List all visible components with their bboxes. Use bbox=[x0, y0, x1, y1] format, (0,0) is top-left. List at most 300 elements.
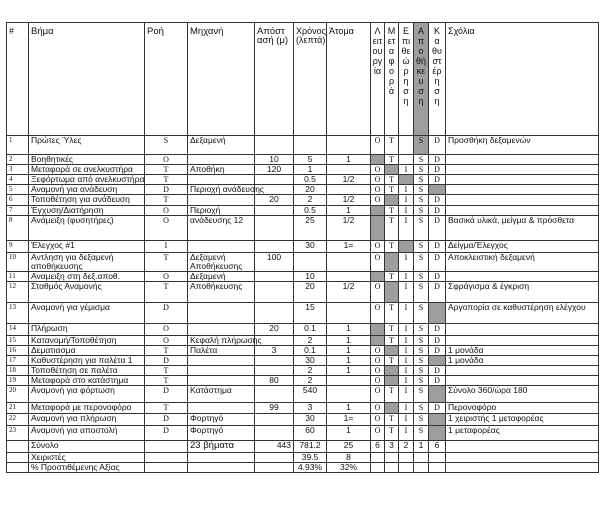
mark-inspection: I bbox=[399, 414, 414, 426]
step-machine bbox=[188, 403, 255, 414]
col-time: Χρόνος (λεπτά) bbox=[294, 23, 327, 136]
step-distance bbox=[255, 136, 294, 155]
step-machine bbox=[188, 356, 255, 366]
step-comment: 1 μεταφορέας bbox=[446, 426, 599, 441]
mark-inspection bbox=[399, 136, 414, 155]
mark-inspection bbox=[399, 155, 414, 165]
step-flow-symbol: D bbox=[145, 386, 188, 403]
operators-label: Χειριστές bbox=[29, 453, 145, 463]
step-machine: Φορτηγό bbox=[188, 426, 255, 441]
mark-delay: D bbox=[429, 136, 446, 155]
step-flow-symbol: T bbox=[145, 403, 188, 414]
step-distance: 10 bbox=[255, 155, 294, 165]
step-distance bbox=[255, 366, 294, 376]
step-flow-symbol: D bbox=[145, 185, 188, 195]
mark-inspection: I bbox=[399, 206, 414, 216]
value-added-row bbox=[7, 463, 599, 473]
mark-delay: D bbox=[429, 366, 446, 376]
step-time: 2 bbox=[294, 195, 327, 206]
mark-operation: O bbox=[371, 175, 385, 185]
mark-storage: S bbox=[414, 195, 429, 206]
mark-inspection: I bbox=[399, 324, 414, 336]
mark-transport: T bbox=[385, 336, 399, 346]
step-flow-symbol: D bbox=[145, 426, 188, 441]
step-name: Αναμονή για γέμισμα bbox=[29, 303, 145, 324]
step-time: 60 bbox=[294, 426, 327, 441]
step-persons bbox=[327, 376, 371, 386]
mark-storage: S bbox=[414, 303, 429, 324]
mark-inspection: I bbox=[399, 185, 414, 195]
totals-label: Σύνολο bbox=[29, 441, 145, 453]
table-row bbox=[7, 303, 599, 324]
mark-operation bbox=[371, 155, 385, 165]
step-distance bbox=[255, 303, 294, 324]
step-persons: 1 bbox=[327, 155, 371, 165]
step-persons bbox=[327, 272, 371, 282]
step-persons bbox=[327, 303, 371, 324]
mark-storage: S bbox=[414, 356, 429, 366]
step-name: Αναμονή για πλήρωση bbox=[29, 414, 145, 426]
step-flow-symbol: T bbox=[145, 253, 188, 272]
step-time: 1 bbox=[294, 165, 327, 175]
mark-transport: T bbox=[385, 241, 399, 253]
step-machine: Περιοχή ανάδευσης bbox=[188, 185, 255, 195]
operators-persons: 8 bbox=[327, 453, 371, 463]
step-name: Πλήρωση bbox=[29, 324, 145, 336]
step-distance bbox=[255, 386, 294, 403]
step-machine bbox=[188, 324, 255, 336]
step-name: Αναμονή για αποστολή bbox=[29, 426, 145, 441]
mark-delay bbox=[429, 426, 446, 441]
totals-time: 781.2 bbox=[294, 441, 327, 453]
step-persons: 1= bbox=[327, 414, 371, 426]
mark-transport: T bbox=[385, 386, 399, 403]
mark-inspection bbox=[399, 241, 414, 253]
mark-operation bbox=[371, 336, 385, 346]
step-distance: 20 bbox=[255, 324, 294, 336]
col-distance: Απόστ ασή (μ) bbox=[255, 23, 294, 136]
mark-operation bbox=[371, 216, 385, 241]
mark-storage: S bbox=[414, 272, 429, 282]
mark-operation: O bbox=[371, 185, 385, 195]
mark-operation: O bbox=[371, 241, 385, 253]
step-persons: 1 bbox=[327, 403, 371, 414]
table-row bbox=[7, 175, 599, 185]
mark-delay bbox=[429, 356, 446, 366]
step-name: Αναμειξη στη δεξ.αποθ. bbox=[29, 272, 145, 282]
totals-row bbox=[7, 441, 599, 453]
value-added-time: 4.93% bbox=[294, 463, 327, 473]
step-comment bbox=[446, 165, 599, 175]
mark-operation: O bbox=[371, 303, 385, 324]
mark-storage: S bbox=[414, 403, 429, 414]
step-name: Σταθμός Αναμονής bbox=[29, 282, 145, 303]
mark-operation: O bbox=[371, 136, 385, 155]
step-comment: Αργοπορία σε καθυστέρηση ελέγχου bbox=[446, 303, 599, 324]
step-time: 2 bbox=[294, 336, 327, 346]
col-machine: Μηχανή bbox=[188, 23, 255, 136]
step-time bbox=[294, 253, 327, 272]
step-distance bbox=[255, 216, 294, 241]
totals-delay: 6 bbox=[429, 441, 446, 453]
mark-delay: D bbox=[429, 241, 446, 253]
step-distance: 20 bbox=[255, 195, 294, 206]
step-number: 1 bbox=[7, 136, 29, 155]
mark-transport: T bbox=[385, 356, 399, 366]
totals-distance: 443 bbox=[255, 441, 294, 453]
step-time bbox=[294, 136, 327, 155]
step-machine: Κεφαλή πλήρωσης bbox=[188, 336, 255, 346]
mark-transport bbox=[385, 376, 399, 386]
table-row bbox=[7, 386, 599, 403]
step-persons: 1/2 bbox=[327, 175, 371, 185]
step-distance: 120 bbox=[255, 165, 294, 175]
step-persons bbox=[327, 165, 371, 175]
step-distance bbox=[255, 282, 294, 303]
table-row bbox=[7, 282, 599, 303]
step-machine: ανάδευσης 12 bbox=[188, 216, 255, 241]
step-time: 2 bbox=[294, 366, 327, 376]
mark-storage: S bbox=[414, 175, 429, 185]
step-comment: 1 μονάδα bbox=[446, 346, 599, 356]
step-number: 10 bbox=[7, 253, 29, 272]
table-row bbox=[7, 366, 599, 376]
step-persons: 1 bbox=[327, 336, 371, 346]
col-comments: Σχόλια bbox=[446, 23, 599, 136]
step-persons: 1/2 bbox=[327, 195, 371, 206]
table-row bbox=[7, 165, 599, 175]
step-flow-symbol: D bbox=[145, 303, 188, 324]
step-distance bbox=[255, 175, 294, 185]
step-number: 12 bbox=[7, 282, 29, 303]
step-flow-symbol: I bbox=[145, 241, 188, 253]
mark-inspection: I bbox=[399, 426, 414, 441]
totals-operation: 6 bbox=[371, 441, 385, 453]
step-persons bbox=[327, 185, 371, 195]
mark-storage: S bbox=[414, 165, 429, 175]
step-comment: Αποκλειστική δεξαμενή bbox=[446, 253, 599, 272]
mark-operation: O bbox=[371, 253, 385, 272]
mark-transport bbox=[385, 403, 399, 414]
mark-transport bbox=[385, 346, 399, 356]
mark-inspection: I bbox=[399, 386, 414, 403]
step-comment bbox=[446, 376, 599, 386]
step-name: Αντληση για δεξαμενή αποθήκευσης bbox=[29, 253, 145, 272]
step-distance: 100 bbox=[255, 253, 294, 272]
mark-transport: T bbox=[385, 206, 399, 216]
mark-transport: T bbox=[385, 175, 399, 185]
step-time: 5 bbox=[294, 155, 327, 165]
step-persons: 1 bbox=[327, 346, 371, 356]
step-machine: Αποθήκευσης bbox=[188, 282, 255, 303]
totals-section bbox=[7, 441, 599, 473]
step-persons: 1 bbox=[327, 206, 371, 216]
step-machine bbox=[188, 155, 255, 165]
mark-inspection: I bbox=[399, 356, 414, 366]
step-comment: 1 μονάδα bbox=[446, 356, 599, 366]
mark-inspection: I bbox=[399, 195, 414, 206]
step-time: 3 bbox=[294, 403, 327, 414]
mark-transport: T bbox=[385, 324, 399, 336]
step-time: 0.1 bbox=[294, 324, 327, 336]
step-comment: Περονοφόρο bbox=[446, 403, 599, 414]
step-distance bbox=[255, 272, 294, 282]
mark-transport: T bbox=[385, 216, 399, 241]
step-time: 30 bbox=[294, 414, 327, 426]
step-flow-symbol: O bbox=[145, 216, 188, 241]
mark-transport bbox=[385, 366, 399, 376]
mark-inspection: I bbox=[399, 336, 414, 346]
mark-transport bbox=[385, 282, 399, 303]
step-comment: Δείγμα/Έλεγχος bbox=[446, 241, 599, 253]
mark-delay bbox=[429, 185, 446, 195]
mark-operation: O bbox=[371, 282, 385, 303]
mark-storage: S bbox=[414, 386, 429, 403]
mark-delay: D bbox=[429, 272, 446, 282]
step-number: 14 bbox=[7, 324, 29, 336]
step-number: 11 bbox=[7, 272, 29, 282]
step-flow-symbol: T bbox=[145, 282, 188, 303]
table-row bbox=[7, 403, 599, 414]
step-persons: 1/2 bbox=[327, 282, 371, 303]
mark-transport: T bbox=[385, 272, 399, 282]
step-comment bbox=[446, 336, 599, 346]
col-delay: Καθυστέρηση bbox=[429, 23, 446, 136]
table-row bbox=[7, 346, 599, 356]
step-machine bbox=[188, 241, 255, 253]
step-name: Ανάμειξη (φυσητήρες) bbox=[29, 216, 145, 241]
table-row bbox=[7, 241, 599, 253]
step-machine bbox=[188, 195, 255, 206]
step-machine bbox=[188, 303, 255, 324]
mark-operation: O bbox=[371, 165, 385, 175]
step-comment bbox=[446, 366, 599, 376]
step-distance bbox=[255, 414, 294, 426]
step-comment: Προσθήκη δεξαμενών bbox=[446, 136, 599, 155]
mark-transport: T bbox=[385, 426, 399, 441]
mark-operation: O bbox=[371, 356, 385, 366]
col-operation: Λειτουργία bbox=[371, 23, 385, 136]
mark-operation bbox=[371, 272, 385, 282]
step-flow-symbol: O bbox=[145, 272, 188, 282]
table-row bbox=[7, 206, 599, 216]
table-row bbox=[7, 324, 599, 336]
mark-delay: D bbox=[429, 376, 446, 386]
table-row bbox=[7, 336, 599, 346]
mark-storage: S bbox=[414, 241, 429, 253]
col-transport: Μεταφορά bbox=[385, 23, 399, 136]
step-name: Έλεγχος #1 bbox=[29, 241, 145, 253]
step-time: 540 bbox=[294, 386, 327, 403]
step-time: 20 bbox=[294, 185, 327, 195]
mark-delay: D bbox=[429, 253, 446, 272]
mark-storage: S bbox=[414, 136, 429, 155]
col-flow: Ροή bbox=[145, 23, 188, 136]
step-machine: Περιοχή bbox=[188, 206, 255, 216]
step-comment: Σφράγισμα & έγκριση bbox=[446, 282, 599, 303]
step-time: 30 bbox=[294, 356, 327, 366]
step-number: 19 bbox=[7, 376, 29, 386]
mark-inspection: I bbox=[399, 216, 414, 241]
mark-inspection: I bbox=[399, 282, 414, 303]
mark-storage: S bbox=[414, 376, 429, 386]
table-row bbox=[7, 356, 599, 366]
step-time: 30 bbox=[294, 241, 327, 253]
step-time: 2 bbox=[294, 376, 327, 386]
mark-delay: D bbox=[429, 175, 446, 185]
totals-steps: 23 βήματα bbox=[188, 441, 255, 453]
step-number: 3 bbox=[7, 165, 29, 175]
step-name: Καθυστέρηση για παλέτα 1 bbox=[29, 356, 145, 366]
step-persons: 1 bbox=[327, 324, 371, 336]
step-number: 7 bbox=[7, 206, 29, 216]
mark-operation: O bbox=[371, 376, 385, 386]
totals-storage: 1 bbox=[414, 441, 429, 453]
step-flow-symbol: S bbox=[145, 136, 188, 155]
process-chart-sheet bbox=[6, 22, 596, 500]
step-flow-symbol: T bbox=[145, 195, 188, 206]
mark-storage: S bbox=[414, 366, 429, 376]
mark-transport: T bbox=[385, 136, 399, 155]
step-number: 15 bbox=[7, 336, 29, 346]
step-number: 2 bbox=[7, 155, 29, 165]
step-number: 21 bbox=[7, 403, 29, 414]
process-flow-table bbox=[6, 22, 599, 473]
step-flow-symbol: O bbox=[145, 324, 188, 336]
step-flow-symbol: T bbox=[145, 165, 188, 175]
step-name: Κατανομή/Τοποθέτηση bbox=[29, 336, 145, 346]
step-persons bbox=[327, 253, 371, 272]
mark-storage: S bbox=[414, 346, 429, 356]
table-row bbox=[7, 155, 599, 165]
mark-inspection: I bbox=[399, 346, 414, 356]
step-machine: Κατάστημα bbox=[188, 386, 255, 403]
step-persons bbox=[327, 386, 371, 403]
mark-operation: O bbox=[371, 403, 385, 414]
step-flow-symbol: D bbox=[145, 414, 188, 426]
step-time: 25 bbox=[294, 216, 327, 241]
step-time: 0.1 bbox=[294, 346, 327, 356]
step-number: 13 bbox=[7, 303, 29, 324]
step-machine: Δεξαμενή Αποθήκευσης bbox=[188, 253, 255, 272]
table-row bbox=[7, 414, 599, 426]
col-num: # bbox=[7, 23, 29, 136]
step-comment bbox=[446, 155, 599, 165]
step-comment bbox=[446, 185, 599, 195]
mark-storage: S bbox=[414, 426, 429, 441]
totals-persons: 25 bbox=[327, 441, 371, 453]
step-flow-symbol: D bbox=[145, 356, 188, 366]
mark-inspection: I bbox=[399, 165, 414, 175]
step-comment bbox=[446, 175, 599, 185]
step-machine bbox=[188, 366, 255, 376]
mark-delay: D bbox=[429, 165, 446, 175]
mark-transport bbox=[385, 165, 399, 175]
mark-inspection: I bbox=[399, 376, 414, 386]
step-persons: 1 bbox=[327, 356, 371, 366]
mark-operation: O bbox=[371, 426, 385, 441]
step-comment: 1 χειριστής 1 μεταφορέας bbox=[446, 414, 599, 426]
step-time: 0.5 bbox=[294, 175, 327, 185]
step-comment: Βασικά υλικά, μείγμα & πρόσθετα bbox=[446, 216, 599, 241]
col-step: Βήμα bbox=[29, 23, 145, 136]
mark-storage: S bbox=[414, 324, 429, 336]
mark-delay bbox=[429, 386, 446, 403]
step-distance: 3 bbox=[255, 346, 294, 356]
mark-operation: O bbox=[371, 346, 385, 356]
table-row bbox=[7, 216, 599, 241]
step-number: 18 bbox=[7, 366, 29, 376]
step-comment: Σύνολο 360/ώρα 180 bbox=[446, 386, 599, 403]
step-machine: Αποθήκη bbox=[188, 165, 255, 175]
mark-storage: S bbox=[414, 185, 429, 195]
operators-row bbox=[7, 453, 599, 463]
step-name: Ξεφόρτωμα από ανελκυστήρα bbox=[29, 175, 145, 185]
mark-inspection: I bbox=[399, 253, 414, 272]
step-distance bbox=[255, 426, 294, 441]
mark-storage: S bbox=[414, 216, 429, 241]
operators-time: 39.5 bbox=[294, 453, 327, 463]
mark-operation: O bbox=[371, 366, 385, 376]
step-distance: 99 bbox=[255, 403, 294, 414]
mark-storage: S bbox=[414, 206, 429, 216]
step-machine: Δεξαμενή bbox=[188, 272, 255, 282]
step-machine: Φορτηγό bbox=[188, 414, 255, 426]
step-name: Αναμονή για φόρτωση bbox=[29, 386, 145, 403]
step-machine bbox=[188, 175, 255, 185]
mark-delay bbox=[429, 414, 446, 426]
table-row bbox=[7, 376, 599, 386]
mark-operation: O bbox=[371, 386, 385, 403]
mark-transport: T bbox=[385, 414, 399, 426]
step-comment bbox=[446, 272, 599, 282]
step-flow-symbol: O bbox=[145, 336, 188, 346]
table-row bbox=[7, 136, 599, 155]
mark-transport: T bbox=[385, 155, 399, 165]
step-name: Τοποθέτηση σε παλέτα bbox=[29, 366, 145, 376]
step-name: Βοηθητικές bbox=[29, 155, 145, 165]
table-row bbox=[7, 195, 599, 206]
step-machine: Δεξαμενή bbox=[188, 136, 255, 155]
mark-transport bbox=[385, 195, 399, 206]
step-name: Μεταφορά σε ανελκυστήρα bbox=[29, 165, 145, 175]
step-name: Αναμονή για ανάδευση bbox=[29, 185, 145, 195]
mark-operation: O bbox=[371, 195, 385, 206]
step-flow-symbol: T bbox=[145, 175, 188, 185]
step-number: 8 bbox=[7, 216, 29, 241]
step-name: Δεματιασμα bbox=[29, 346, 145, 356]
mark-delay: D bbox=[429, 336, 446, 346]
mark-inspection: I bbox=[399, 403, 414, 414]
col-persons: Άτομα bbox=[327, 23, 371, 136]
step-persons: 1 bbox=[327, 426, 371, 441]
step-name: Πρώτες Ύλες bbox=[29, 136, 145, 155]
step-flow-symbol: T bbox=[145, 376, 188, 386]
mark-operation: O bbox=[371, 414, 385, 426]
table-row bbox=[7, 272, 599, 282]
step-flow-symbol: T bbox=[145, 366, 188, 376]
mark-inspection: I bbox=[399, 303, 414, 324]
mark-inspection: I bbox=[399, 272, 414, 282]
mark-delay: D bbox=[429, 324, 446, 336]
mark-storage: S bbox=[414, 253, 429, 272]
step-name: Μεταφορά στο κατάστημα bbox=[29, 376, 145, 386]
step-distance: 80 bbox=[255, 376, 294, 386]
totals-inspection: 2 bbox=[399, 441, 414, 453]
step-flow-symbol: T bbox=[145, 346, 188, 356]
mark-storage: S bbox=[414, 282, 429, 303]
step-distance bbox=[255, 206, 294, 216]
